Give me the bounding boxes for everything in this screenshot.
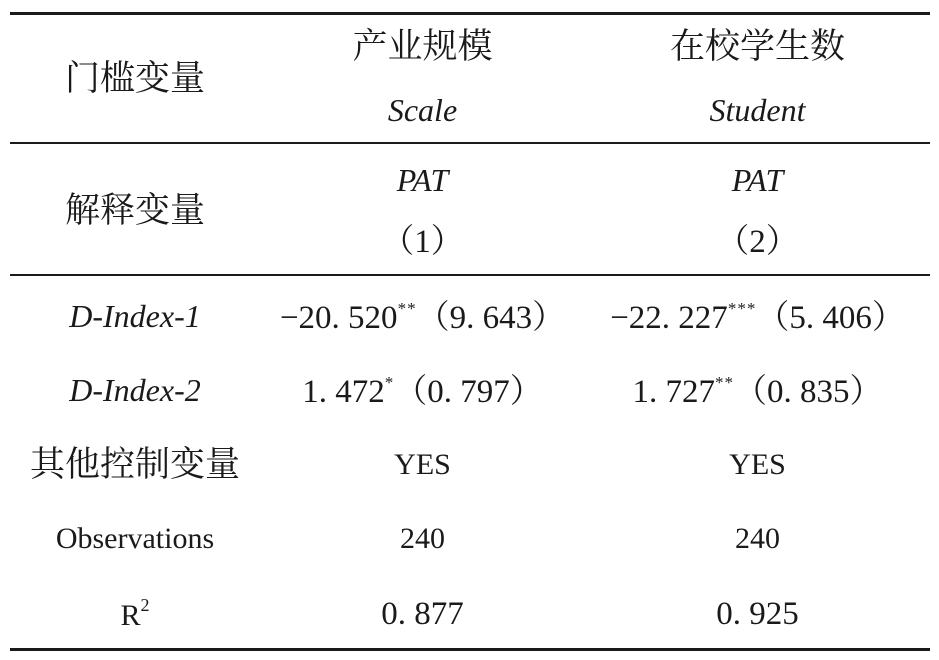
standard-error: （0. 835）: [734, 374, 883, 410]
threshold-variable-label: 门槛变量: [64, 59, 205, 99]
row-label-d-index-2: D-Index-2: [69, 372, 201, 408]
row5-col1-value: 0. 877: [381, 596, 464, 632]
row-label-d-index-1: D-Index-1: [69, 298, 201, 334]
col2-threshold-name-cn: 在校学生数: [669, 27, 845, 67]
col2-threshold-name-en: Student: [709, 92, 806, 128]
significance-stars: **: [397, 299, 417, 318]
significance-stars: *: [384, 373, 395, 392]
explanatory-variable-label: 解释变量: [64, 191, 205, 231]
row-label-r-squared: [10, 596, 260, 631]
r-squared-exponent: 2: [140, 595, 150, 615]
col1-threshold-name-cn: 产业规模: [352, 27, 493, 67]
significance-stars: ***: [727, 299, 757, 318]
standard-error: （0. 797）: [394, 374, 543, 410]
bottom-rule: [10, 648, 930, 651]
row-label-other-controls: 其他控制变量: [29, 445, 240, 485]
row1-col1-value: [260, 300, 585, 335]
subheader-rule: [10, 274, 930, 276]
row5-col2-value: 0. 925: [716, 596, 799, 632]
row4-col1-value: 240: [400, 522, 445, 555]
top-rule: [10, 12, 930, 15]
col1-dependent-variable: PAT: [396, 162, 449, 198]
coefficient: 1. 727: [632, 374, 715, 410]
row4-col2-value: 240: [735, 522, 780, 555]
col1-model-number: （1）: [381, 224, 464, 260]
col2-dependent-variable: PAT: [731, 162, 784, 198]
coefficient: −20. 520: [279, 300, 398, 336]
coefficient: 1. 472: [302, 374, 385, 410]
row2-col1-value: [260, 374, 585, 409]
row3-col2-value: YES: [729, 448, 786, 481]
col1-threshold-name-en: Scale: [387, 92, 458, 128]
row1-col2-value: [585, 300, 930, 335]
significance-stars: **: [715, 373, 734, 392]
row2-col2-value: [585, 374, 930, 409]
standard-error: （9. 643）: [416, 300, 566, 336]
r-squared-base: R: [120, 599, 141, 632]
row3-col1-value: YES: [394, 448, 451, 481]
standard-error: （5. 406）: [756, 300, 905, 336]
coefficient: −22. 227: [610, 300, 728, 336]
header-rule: [10, 142, 930, 144]
row-label-observations: Observations: [55, 522, 215, 555]
col2-model-number: （2）: [716, 224, 799, 260]
